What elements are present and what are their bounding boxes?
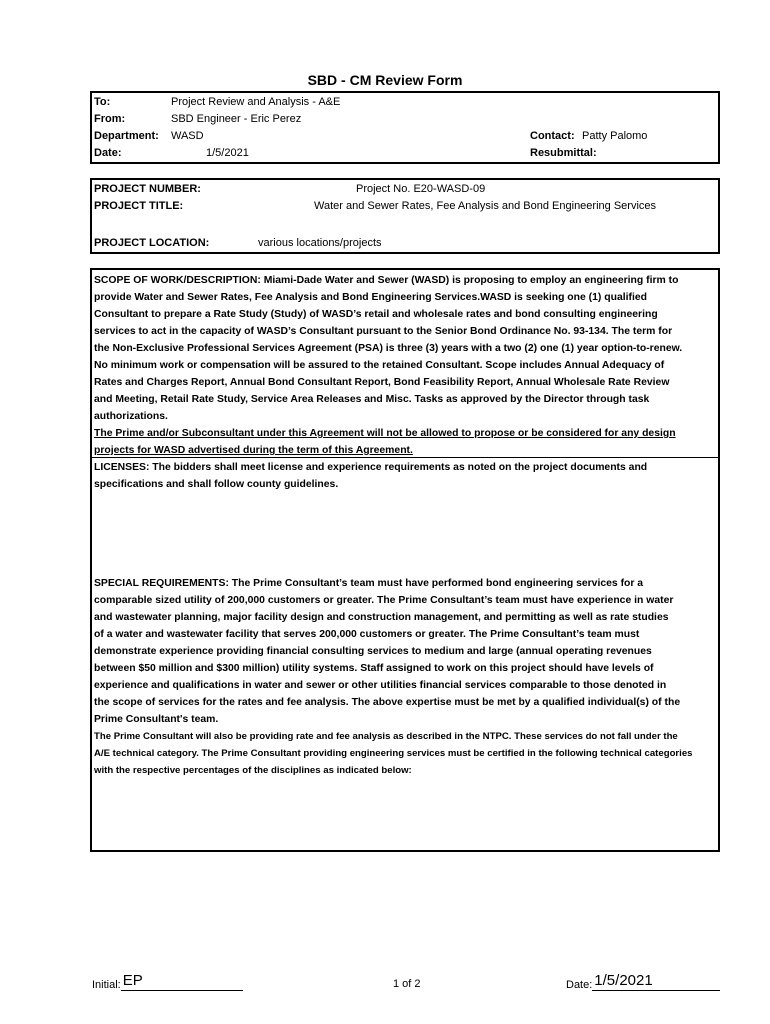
licenses-line: LICENSES: The bidders shall meet license and experience requirements as noted on the project documents and [94,462,648,473]
project-title-label: PROJECT TITLE: [94,200,184,212]
department-value: WASD [171,130,204,142]
licenses-line: specifications and shall follow county guidelines. [94,479,339,490]
initial-label: Initial: [92,979,121,991]
footer-date-label: Date: [566,979,593,991]
initial-field [92,972,243,994]
scope-box [90,268,720,852]
from-value: SBD Engineer - Eric Perez [171,113,302,125]
special-line: the scope of services for the rates and fee analysis. The above expertise must be met by a qualified individual(s) of the [94,697,681,708]
special-line: SPECIAL REQUIREMENTS: The Prime Consultant’s team must have performed bond engineering services for a [94,578,644,589]
special-small-line: with the respective percentages of the disciplines as indicated below: [94,765,412,776]
project-title-value: Water and Sewer Rates, Fee Analysis and Bond Engineering Services [314,200,656,212]
scope-line: services to act in the capacity of WASD’s Consultant pursuant to the Senior Bond Ordinance No. 93-134. The term for [94,326,673,337]
scope-line: Consultant to prepare a Rate Study (Study) of WASD’s retail and wholesale rates and bond consulting engineering [94,309,658,320]
scope-line: Rates and Charges Report, Annual Bond Consultant Report, Bond Feasibility Report, Annual Wholesale Rate Review [94,377,670,388]
special-section [94,575,718,779]
department-label: Department: [94,130,159,142]
contact-value: Patty Palomo [582,130,648,142]
scope-line: SCOPE OF WORK/DESCRIPTION: Miami-Dade Water and Sewer (WASD) is proposing to employ an engineering firm to [94,275,679,286]
special-line: experience and qualifications in water and sewer or other utilities financial services comparable to those denoted in [94,680,667,691]
scope-line: provide Water and Sewer Rates, Fee Analysis and Bond Engineering Services.WASD is seeking one (1) qualified [94,292,647,303]
scope-line: the Non-Exclusive Professional Services Agreement (PSA) is three (3) years with a two (2) one (1) year option-to-renew. [94,343,683,354]
date-label: Date: [94,147,122,159]
special-line: and wastewater planning, major facility design and construction management, and permitting as well as rate studies [94,612,669,623]
to-value: Project Review and Analysis - A&E [171,96,341,108]
contact-label: Contact: [530,130,575,142]
from-label: From: [94,113,126,125]
special-line: of a water and wastewater facility that serves 200,000 customers or greater. The Prime Consultant’s team must [94,629,640,640]
date-field [566,972,720,994]
page-number: 1 of 2 [393,978,421,990]
resubmittal-label: Resubmittal: [530,147,597,159]
scope-underlined-line: The Prime and/or Subconsultant under this Agreement will not be allowed to propose or be considered for any design [94,428,676,439]
licenses-section [94,459,718,493]
scope-underlined-line: projects for WASD advertised during the term of this Agreement. [94,445,413,456]
initial-line[interactable] [121,972,243,991]
date-line[interactable] [592,972,720,991]
project-location-label: PROJECT LOCATION: [94,237,210,249]
initial-value: EP [122,972,143,989]
to-label: To: [94,96,111,108]
scope-section [94,272,718,459]
special-line: demonstrate experience providing financial consulting services to medium and large (annual operating revenues [94,646,652,657]
licenses-divider [92,457,718,458]
date-value: 1/5/2021 [206,147,249,159]
form-title: SBD - CM Review Form [307,72,463,88]
special-line: comparable sized utility of 200,000 customers or greater. The Prime Consultant’s team must have experience in water [94,595,674,606]
special-line: between $50 million and $300 million) utility systems. Staff assigned to work on this project should have levels of [94,663,654,674]
special-small-line: The Prime Consultant will also be providing rate and fee analysis as described in the NTPC. These services do not fall under the [94,731,678,742]
project-number-value: Project No. E20-WASD-09 [356,183,486,195]
project-number-label: PROJECT NUMBER: [94,183,201,195]
footer-date-value: 1/5/2021 [594,972,653,989]
project-location-value: various locations/projects [258,237,382,249]
scope-line: and Meeting, Retail Rate Study, Service Area Releases and Misc. Tasks as approved by the Director through task [94,394,650,405]
header-box [90,91,720,164]
special-line: Prime Consultant's team. [94,714,219,725]
project-box [90,178,720,254]
special-small-line: A/E technical category. The Prime Consultant providing engineering services must be certified in the following technical categories [94,748,693,759]
scope-line: No minimum work or compensation will be assured to the retained Consultant. Scope includes Annual Adequacy of [94,360,665,371]
scope-line: authorizations. [94,411,168,422]
